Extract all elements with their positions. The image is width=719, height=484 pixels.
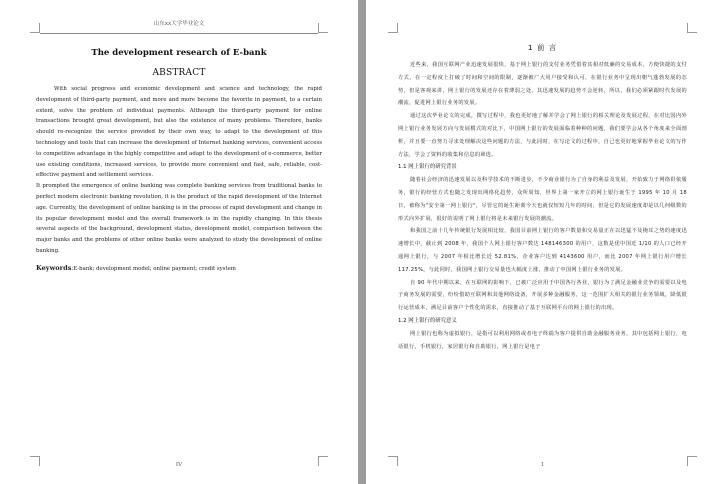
crop-mark [687, 23, 697, 33]
keywords-text: :E-bank; development model; online payment; credit system [71, 265, 236, 272]
crop-mark [388, 23, 398, 33]
running-header: 山东xx大学毕业论文 [153, 21, 205, 27]
body-paragraph: 和我国之前十几年传统银行发展相比较，我国目前网上银行的客户数量和交易量正在以迅猛不及掩耳之势的速度迅速增长中，截止到 2008 年，我国个人网上银行客户数达 148146300 的用户，这数是优中国近 1/10 的人口已经开通网上银行，与 2007 年相比增长近 52.81%，企业客户达到 4143600 用户，而比 2007 年网上银行用户增长 117.25%，与此同时，我国网上银行交易量也大幅度上涨，推动了中国网上银行业务的发展。 [398, 228, 687, 273]
page-body [36, 48, 322, 274]
chapter-title: 1 前 言 [527, 43, 558, 52]
body-paragraph: 随着社会经济的迅速发展以及科学技术的不断进步，不少商业银行为了自身的利益及发展，开始致力于网络供依服务，银行的经营方式也随之发现出网络化趋势，众所周知，世界上第一家开立的网上银行诞生于 1995 年 10 月 18 日，被称为"安全第一网上银行"，尽管它的诞生距离今天也就仅短短几年的时间，但是它的发展速度却是以几何级数的形式向外扩展，很好的说明了网上银行将是未来银行发展的潮流。 [398, 177, 687, 222]
crop-mark [30, 23, 40, 33]
keywords-line [36, 263, 322, 274]
abstract-heading: ABSTRACT [152, 68, 206, 78]
page-body [398, 42, 687, 353]
page-number: 1 [540, 462, 545, 468]
abstract-paragraph: With social progress and economic development and science and technology, the rapid development of third-party payment, and more and more become the favorite in payment, to a certain extent, solve the problem of individual payments. Although the third-party payment for online transactions brought great development, but also the existence of many problems. Therefore, banks should re-recognize the service provided by their own way, to adapt to the development of this technology and tools that can increase the development of Internet banking services, convenient access to competitive advantage in the highly competitive and adapt to the development of e-commerce, better use existing conditions, increased services, to provide more convenient and fast, safe, reliable, cost-effective payment and settlement services. [36, 86, 322, 179]
document-page-right[interactable] [366, 0, 719, 484]
body-paragraph: 通过这次毕业论文的完成，撰写过程中，我也更好地了解并学会了网上银行的相关理论及发展过程，在对比国内外网上银行业务发展方向与发展模式的对比下，中国网上银行的发展面临着种种的问题，我们要学会从各个角度来全面剖析，并且要一直努力寻求处理解决这些问题的方法，与此同时，在写论文的过程中，自己也更好地掌握毕业论文的写作方法，学会了资料的收集和信息的筛选。 [398, 113, 687, 158]
body-paragraph: 网上银行也称为虚拟银行，是指可以利用网络或者电子终端为客户提供自助金融服务业务，其中包括网上银行，电话银行，手机银行，家居银行和自助银行，网上银行是电子 [398, 330, 687, 350]
keywords-label: Keywords [36, 263, 72, 272]
section-heading: 1.1 网上银行的研究背景 [398, 164, 457, 171]
body-paragraph: 近些来，我国互联网产业迅速发展很快，基于网上银行的支付业务凭借着其相对低廉的交易成本，方便快捷的支付方式，在一定程度上打破了时间和空间的限制，逐渐被广大用户接受和认可，在银行业务中呈现出朝气蓬勃发展的态势，但是客观来讲，网上银行的发展还存在着薄弱之处，其迅速发展的趋势不会逆转，所以，我们必须紧跟时代发展的潮流，促进网上银行业务的发展。 [398, 62, 687, 107]
document-page-left[interactable] [0, 0, 358, 484]
page-gap [358, 0, 366, 484]
paper-title: The development research of E-bank [91, 48, 267, 58]
section-heading: 1.2 网上银行的研究意义 [398, 317, 457, 324]
page-number: IV [175, 462, 183, 468]
body-paragraph: 自 90 年代中期以来，在互联网的影响下，已被广泛应用于中国各行各业，银行为了满足金融业竞争的需要以及电子商务发展的需要，纷纷借助互联网和其他网络设备，开展多种金融服务，这一范围扩大相关的银行业务领域，降低银行运营成本，满足目前客户个性化的需求，直接推动了基于互联网平台的网上银行的出现。 [398, 279, 687, 312]
header-rule [40, 33, 318, 34]
abstract-paragraph: It prompted the emergence of online banking was complete banking services from traditional banks to perfect modern electronic banking revolution, it is the product of the rapid development of the Internet age. Currently, the development of online banking is in the process of rapid development and change in its popular development model and the overall framework is in the rapidly changing. In this thesis several aspects of the background, development status, development model, comparison between the major banks and the problems of other online banks were analyzed to study the development of online banking. [36, 183, 322, 254]
crop-mark [318, 23, 328, 33]
